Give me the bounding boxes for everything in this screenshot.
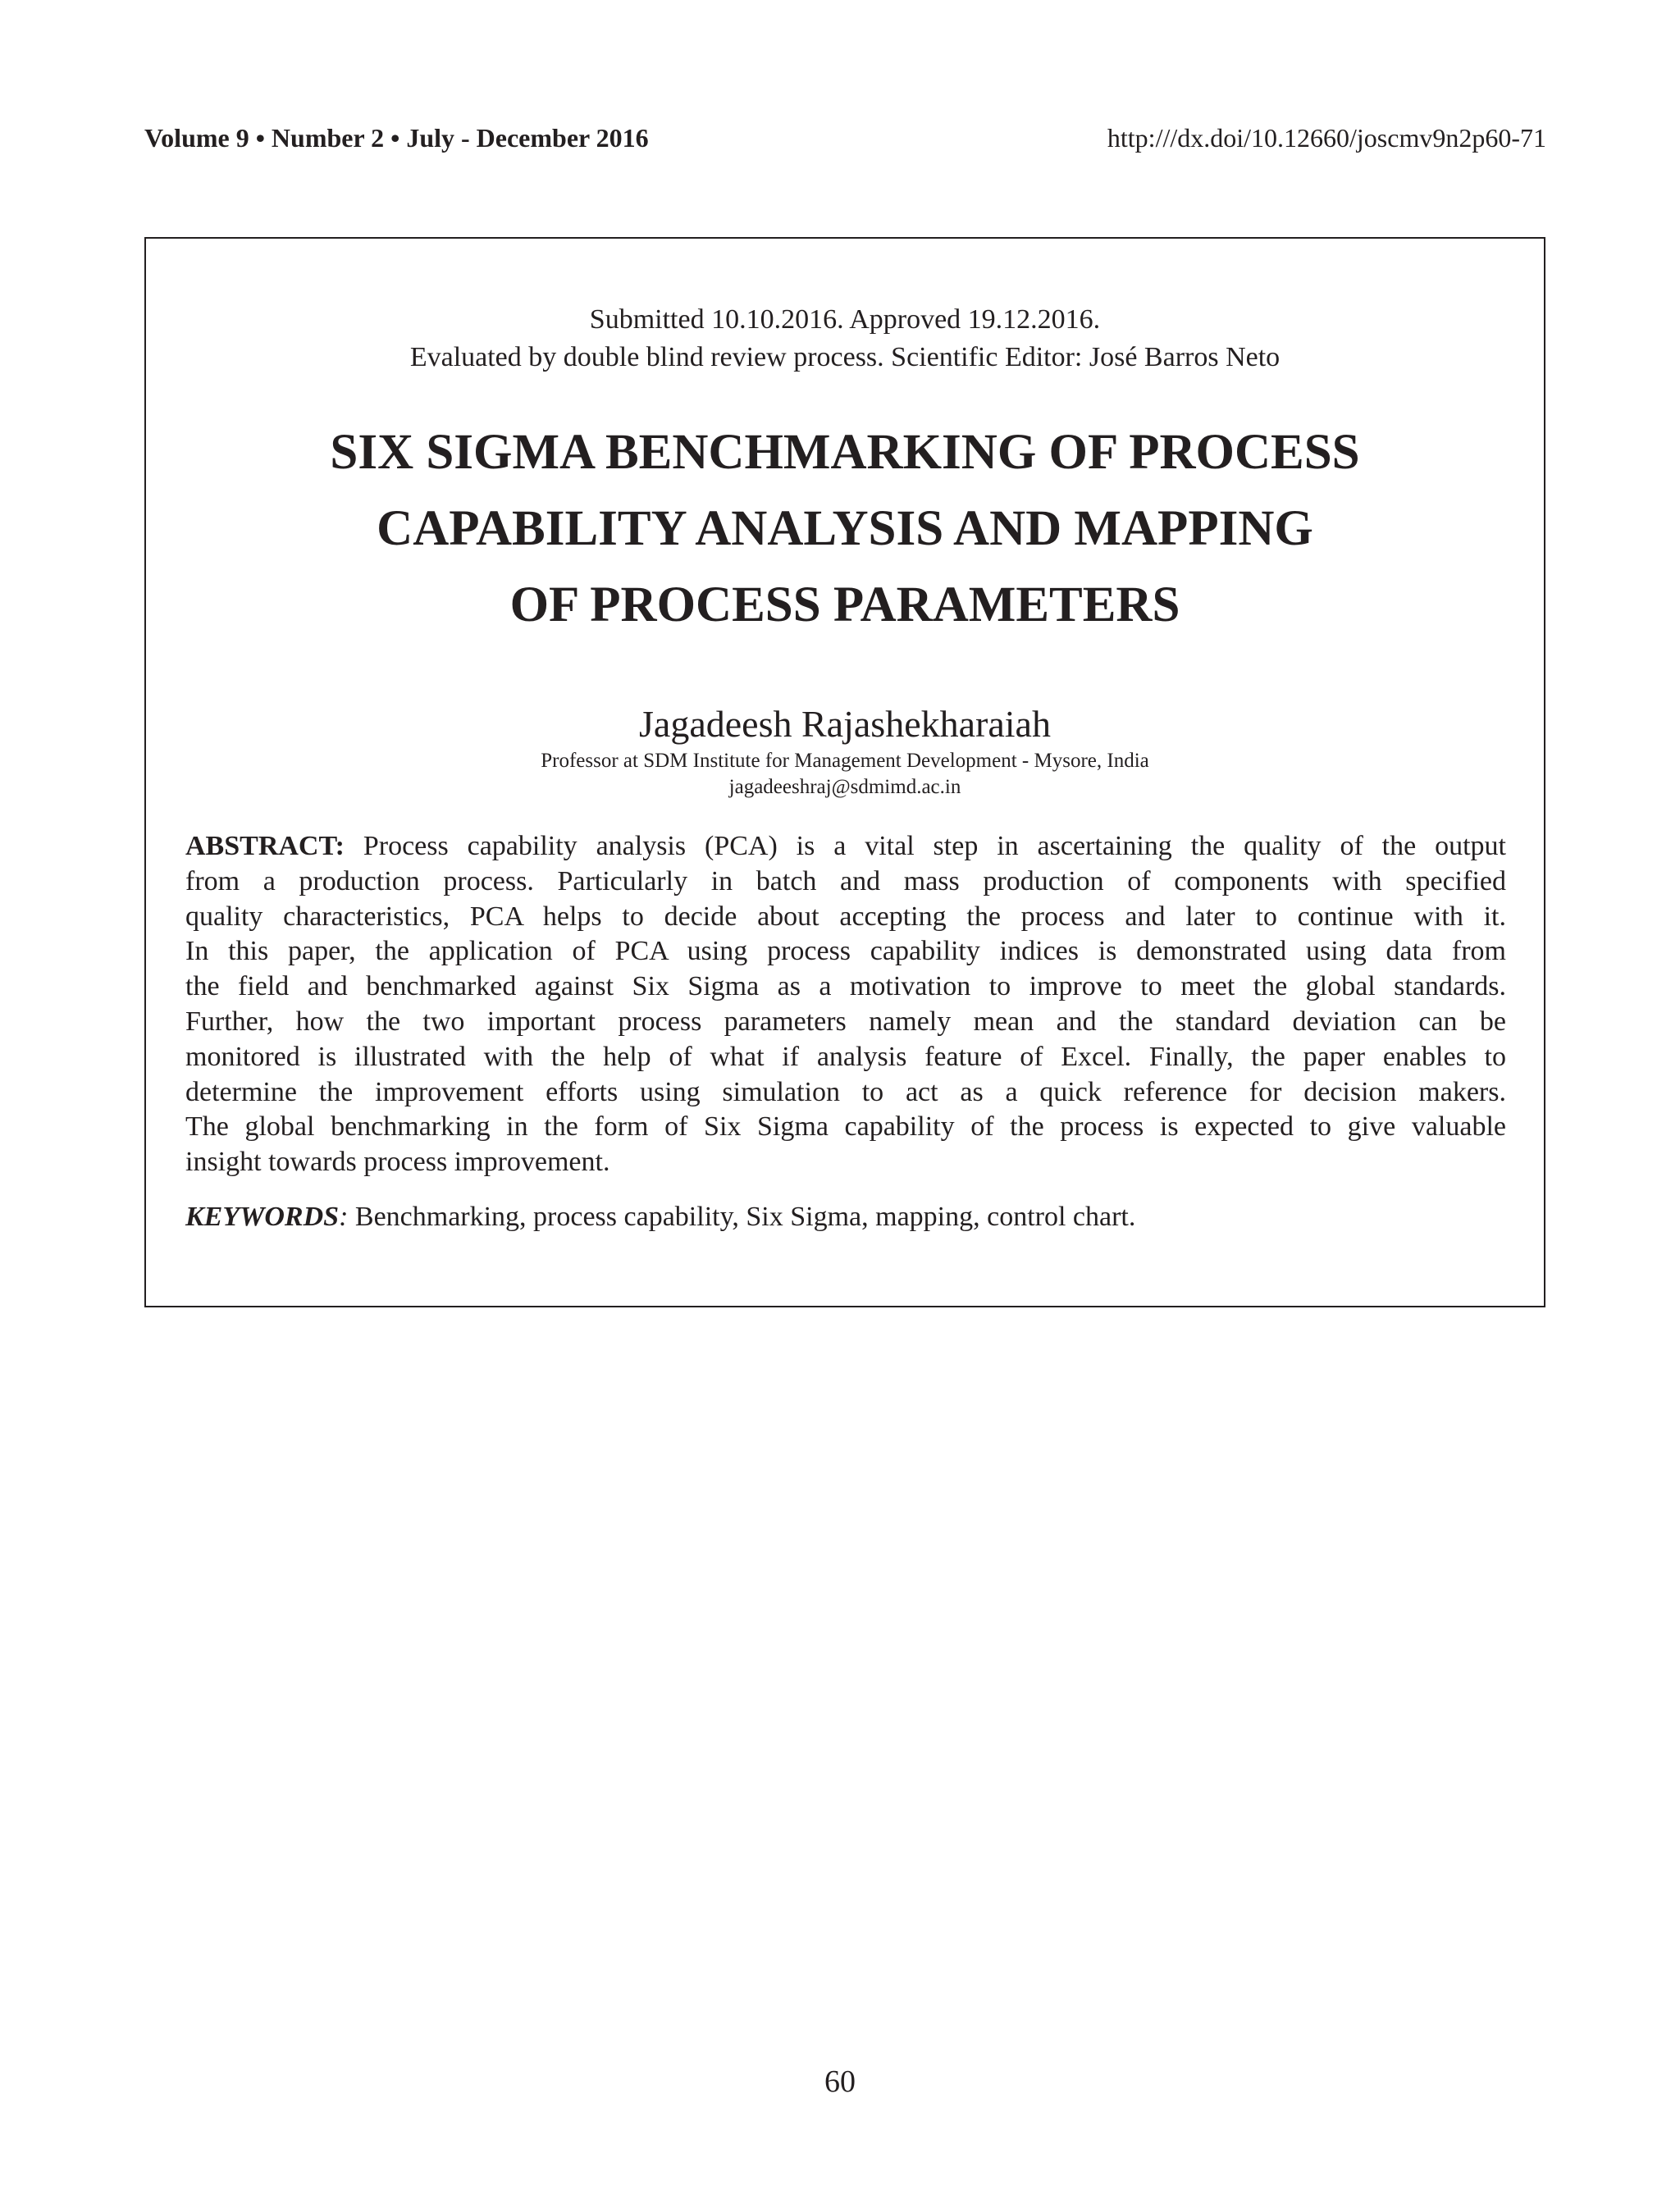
abstract-line: monitored is illustrated with the help of what if analysis feature of Excel. Finally, the paper enables to — [185, 1041, 1506, 1072]
keywords: KEYWORDS: Benchmarking, process capability, Six Sigma, mapping, control chart. — [185, 1202, 1136, 1232]
author-affiliation: Professor at SDM Institute for Management Development - Mysore, India — [541, 750, 1149, 772]
abstract-line: Further, how the two important process parameters namely mean and the standard deviation can be — [185, 1006, 1506, 1037]
abstract-label: ABSTRACT: — [185, 831, 345, 861]
abstract-line: insight towards process improvement. — [185, 1147, 610, 1178]
submission-dates: Submitted 10.10.2016. Approved 19.12.2016. — [589, 304, 1101, 335]
doi-link[interactable]: http:///dx.doi/10.12660/joscmv9n2p60-71 — [1107, 123, 1546, 153]
abstract-line: determine the improvement efforts using simulation to act as a quick reference for decision makers. — [185, 1076, 1506, 1107]
author-name: Jagadeesh Rajashekharaiah — [639, 703, 1051, 745]
abstract — [185, 829, 1506, 1180]
abstract-line: The global benchmarking in the form of Six Sigma capability of the process is expected to give valuable — [185, 1111, 1506, 1143]
article-front-matter-box — [144, 237, 1545, 1307]
review-process-note: Evaluated by double blind review process. Scientific Editor: José Barros Neto — [409, 342, 1281, 372]
author-email[interactable]: jagadeeshraj@sdmimd.ac.in — [728, 776, 961, 798]
abstract-line: quality characteristics, PCA helps to decide about accepting the process and later to continue with it. — [185, 901, 1506, 932]
keywords-list: Benchmarking, process capability, Six Sigma, mapping, control chart. — [348, 1202, 1136, 1232]
article-title — [146, 414, 1544, 643]
submission-info — [146, 301, 1544, 376]
title-line-1: SIX SIGMA BENCHMARKING OF PROCESS — [330, 425, 1360, 480]
title-line-3: OF PROCESS PARAMETERS — [509, 577, 1180, 632]
journal-issue-info: Volume 9 • Number 2 • July - December 2016 — [144, 123, 649, 153]
keywords-label: KEYWORDS — [185, 1202, 340, 1232]
abstract-line: the field and benchmarked against Six Sigma as a motivation to improve to meet the global standards. — [185, 971, 1506, 1002]
abstract-line: ABSTRACT: Process capability analysis (PCA) is a vital step in ascertaining the quality of the output — [185, 831, 1506, 861]
title-line-2: CAPABILITY ANALYSIS AND MAPPING — [377, 501, 1313, 556]
abstract-line: In this paper, the application of PCA using process capability indices is demonstrated using data from — [185, 936, 1506, 967]
abstract-line: from a production process. Particularly in batch and mass production of components with specified — [185, 865, 1506, 896]
page-number: 60 — [824, 2064, 856, 2099]
